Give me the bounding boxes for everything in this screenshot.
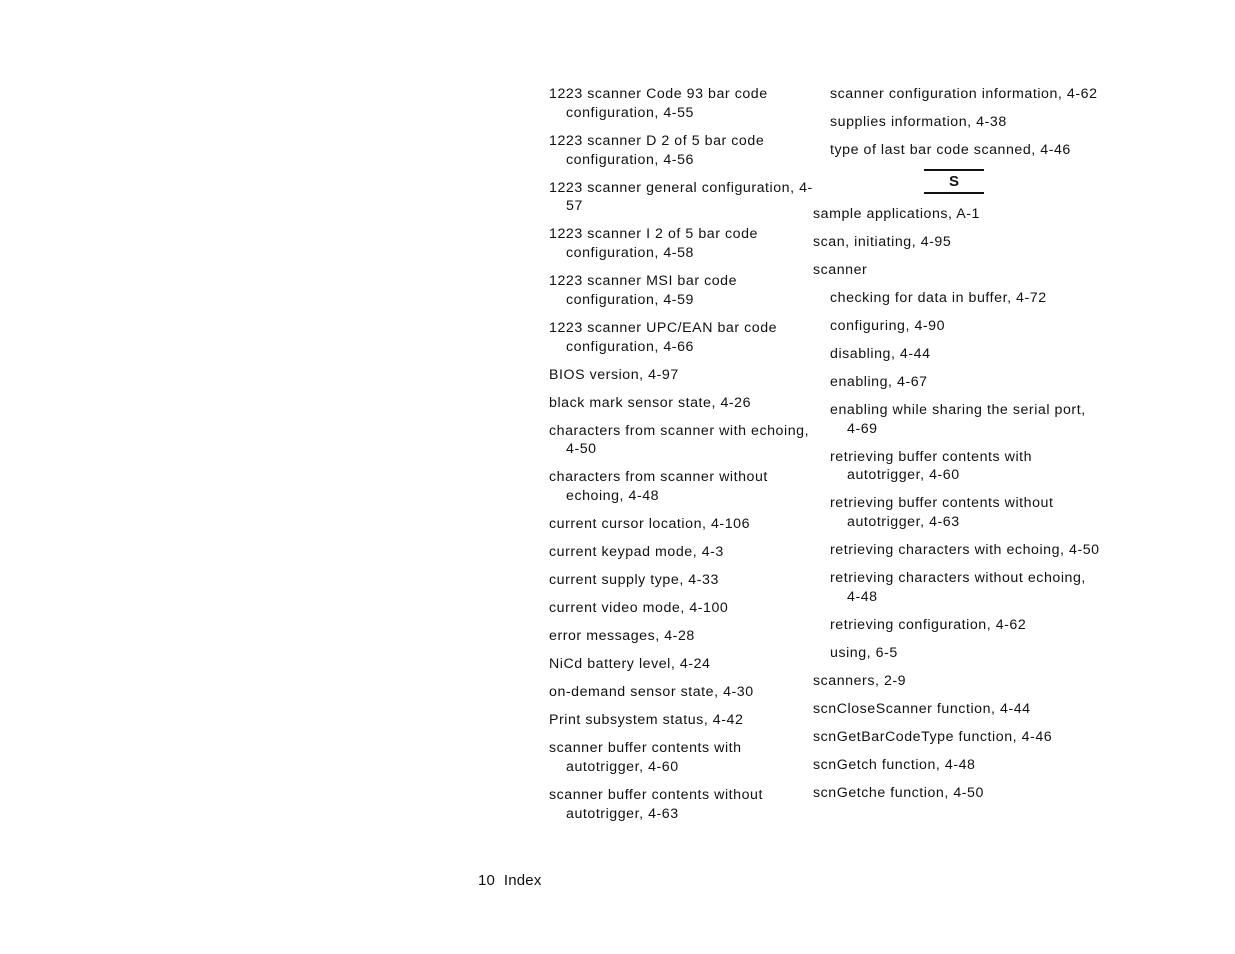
index-entry: scnGetch function, 4-48	[813, 756, 976, 773]
index-entry: scanners, 2-9	[813, 672, 907, 689]
index-subentry: enabling, 4-67	[830, 373, 928, 390]
index-entries-s	[813, 205, 1103, 803]
index-subentry: error messages, 4-28	[549, 628, 695, 645]
index-subentry: BIOS version, 4-97	[549, 366, 679, 383]
index-subentry: disabling, 4-44	[830, 345, 931, 362]
page-footer	[478, 872, 542, 890]
index-subentry: NiCd battery level, 4-24	[549, 656, 711, 673]
index-subentry: supplies information, 4-38	[830, 113, 1007, 130]
index-subentry: 1223 scanner I 2 of 5 bar code configuration, 4-58	[549, 226, 758, 262]
index-subentry: checking for data in buffer, 4-72	[830, 289, 1047, 306]
page-number: 10	[478, 872, 496, 889]
index-entry: scnGetche function, 4-50	[813, 784, 984, 801]
index-subentry: scanner buffer contents without autotrigger, 4-63	[549, 786, 763, 822]
index-subentry: 1223 scanner UPC/EAN bar code configuration, 4-66	[549, 319, 778, 355]
index-entry: scanner	[813, 261, 868, 278]
index-entry: scnGetBarCodeType function, 4-46	[813, 728, 1053, 745]
index-subentry: retrieving characters without echoing, 4-48	[830, 570, 1086, 605]
index-subentry: 1223 scanner Code 93 bar code configuration, 4-55	[549, 86, 768, 121]
index-subentry: current supply type, 4-33	[549, 572, 719, 589]
index-entry: scnCloseScanner function, 4-44	[813, 700, 1031, 717]
index-subentry: current keypad mode, 4-3	[549, 544, 724, 561]
index-entry: sample applications, A-1	[813, 205, 980, 222]
index-subentry: configuring, 4-90	[830, 317, 946, 334]
index-subentry: scanner configuration information, 4-62	[830, 86, 1098, 102]
index-column-right	[813, 85, 1103, 812]
index-subentry: 1223 scanner MSI bar code configuration, 4-59	[549, 273, 738, 308]
index-subentry: retrieving buffer contents without autotrigger, 4-63	[830, 495, 1054, 531]
index-subentry: 1223 scanner D 2 of 5 bar code configuration, 4-56	[549, 132, 765, 168]
index-subentry: using, 6-5	[830, 644, 898, 661]
index-subentry: current video mode, 4-100	[549, 600, 729, 617]
index-subentry: characters from scanner without echoing, 4-48	[549, 469, 768, 505]
index-subentry: type of last bar code scanned, 4-46	[830, 141, 1071, 158]
index-subentry: scanner buffer contents with autotrigger, 4-60	[549, 740, 742, 775]
index-subentry: Print subsystem status, 4-42	[549, 712, 744, 729]
index-subentry: 1223 scanner general configuration, 4-57	[549, 179, 813, 215]
index-entries-continued	[813, 85, 1103, 160]
index-subentry: on-demand sensor state, 4-30	[549, 684, 754, 701]
index-subentry: current cursor location, 4-106	[549, 516, 751, 533]
index-subentry: retrieving configuration, 4-62	[830, 616, 1027, 633]
section-letter-heading: S	[924, 169, 984, 194]
index-subentry: retrieving buffer contents with autotrigger, 4-60	[830, 448, 1033, 484]
index-subentry: enabling while sharing the serial port, 4-69	[830, 401, 1086, 437]
index-subentry: characters from scanner with echoing, 4-50	[549, 422, 810, 458]
footer-label: Index	[503, 872, 542, 889]
index-entry: scan, initiating, 4-95	[813, 233, 952, 250]
index-subentry: black mark sensor state, 4-26	[549, 394, 752, 411]
index-column-left	[549, 85, 817, 833]
index-subentry: retrieving characters with echoing, 4-50	[830, 542, 1100, 559]
